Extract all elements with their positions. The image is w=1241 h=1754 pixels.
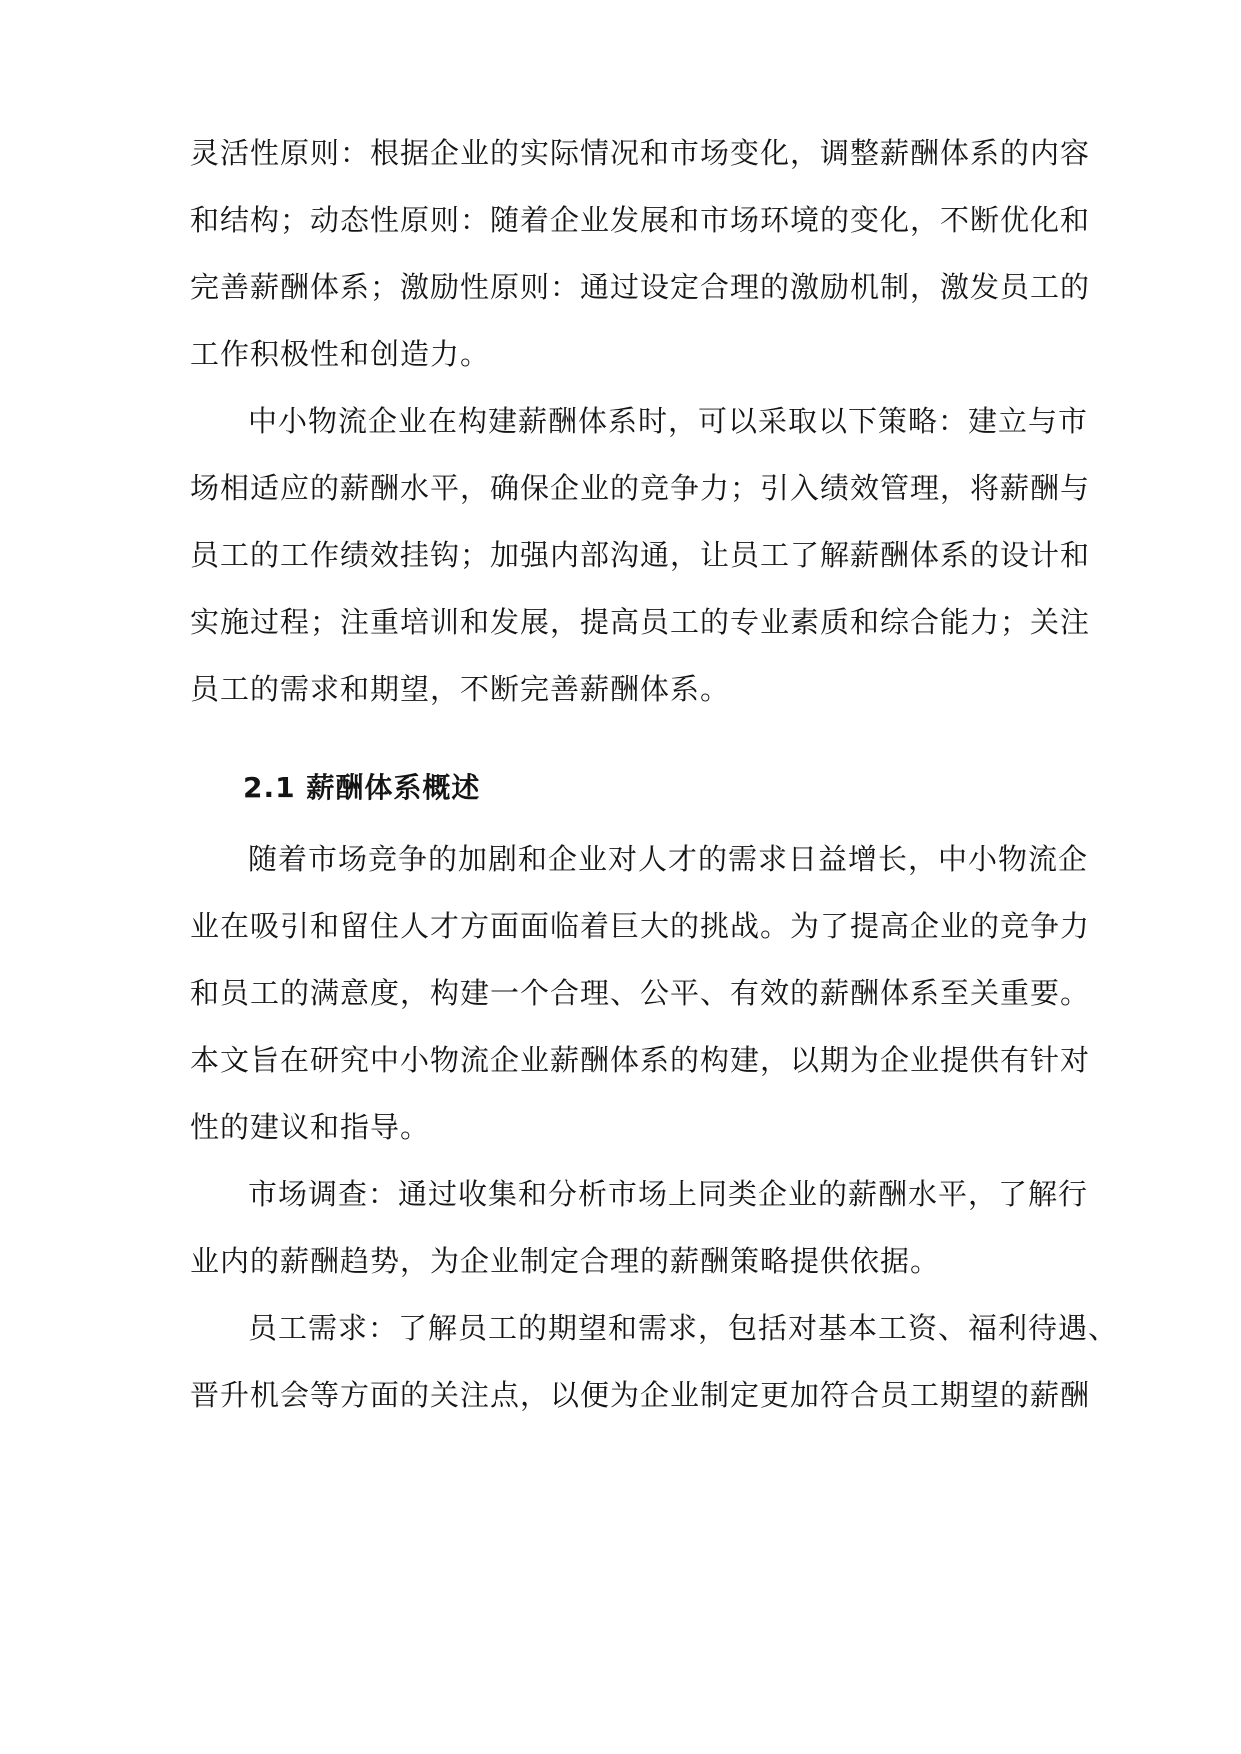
text-line: 员工的需求和期望，不断完善薪酬体系。 [190,672,731,706]
text-line: 完善薪酬体系；激励性原则：通过设定合理的激励机制，激发员工的 [190,270,1091,304]
text-line: 实施过程；注重培训和发展，提高员工的专业素质和综合能力；关注 [190,605,1091,639]
text-line: 员工需求：了解员工的期望和需求，包括对基本工资、福利待遇、 [248,1311,1119,1345]
text-line: 灵活性原则：根据企业的实际情况和市场变化，调整薪酬体系的内容 [190,136,1091,170]
text-line: 本文旨在研究中小物流企业薪酬体系的构建，以期为企业提供有针对 [190,1043,1091,1077]
text-line: 市场调查：通过收集和分析市场上同类企业的薪酬水平，了解行 [248,1177,1089,1211]
text-line: 和结构；动态性原则：随着企业发展和市场环境的变化，不断优化和 [190,203,1091,237]
text-line: 随着市场竞争的加剧和企业对人才的需求日益增长，中小物流企 [248,842,1089,876]
text-line: 工作积极性和创造力。 [190,337,491,371]
text-line: 中小物流企业在构建薪酬体系时，可以采取以下策略：建立与市 [248,404,1089,438]
text-line: 员工的工作绩效挂钩；加强内部沟通，让员工了解薪酬体系的设计和 [190,538,1091,572]
text-line: 和员工的满意度，构建一个合理、公平、有效的薪酬体系至关重要。 [190,976,1091,1010]
text-line: 场相适应的薪酬水平，确保企业的竞争力；引入绩效管理，将薪酬与 [190,471,1091,505]
text-line: 业在吸引和留住人才方面面临着巨大的挑战。为了提高企业的竞争力 [190,909,1091,943]
text-line: 晋升机会等方面的关注点，以便为企业制定更加符合员工期望的薪酬 [190,1378,1091,1412]
section-heading: 2.1 薪酬体系概述 [243,771,481,804]
text-line: 性的建议和指导。 [190,1110,431,1144]
text-line: 业内的薪酬趋势，为企业制定合理的薪酬策略提供依据。 [190,1244,941,1278]
